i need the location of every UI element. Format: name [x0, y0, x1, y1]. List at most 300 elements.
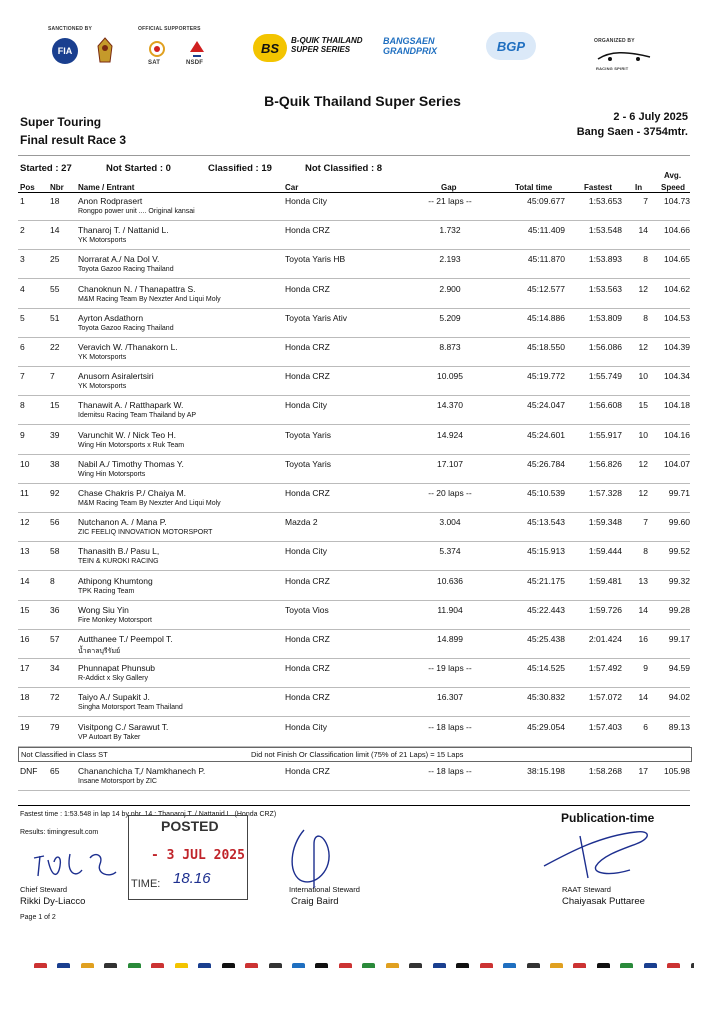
cell-speed: 104.39 — [664, 342, 690, 352]
cell-total: 45:25.438 — [527, 634, 565, 644]
cell-name: Taiyo A./ Supakit J. — [78, 692, 150, 703]
cell-entrant: น้ำตาลบุรีรัมย์ — [78, 648, 121, 655]
cell-car: Honda CRZ — [285, 634, 330, 644]
cell-fastest: 1:57.492 — [588, 663, 622, 674]
cell-speed: 94.02 — [668, 692, 690, 703]
cell-name: Varunchit W. / Nick Teo H. — [78, 429, 176, 440]
cell-pos: 14 — [20, 575, 30, 586]
row-divider — [18, 790, 690, 791]
cell-speed: 104.16 — [664, 429, 690, 440]
sponsor-logo — [245, 963, 258, 968]
cell-entrant: R-Addict x Sky Gallery — [78, 675, 149, 683]
chief-steward-signature — [30, 848, 120, 884]
class-name: Super Touring — [20, 115, 102, 129]
cell-in: 15 — [638, 400, 648, 411]
cell-entrant: Idemitsu Racing Team Thailand by AP — [78, 412, 197, 420]
col-in: In — [635, 183, 643, 192]
result-row — [0, 280, 725, 309]
result-row — [0, 659, 725, 688]
cell-in: 9 — [643, 663, 648, 674]
nsdf-logo-text: NSDF — [186, 60, 204, 66]
event-venue: Bang Saen - 3754mtr. — [576, 126, 688, 138]
cell-gap: 5.374 — [439, 546, 461, 557]
col-gap: Gap — [441, 183, 457, 192]
sponsor-logo — [128, 963, 141, 968]
cell-total: 45:12.577 — [527, 283, 565, 294]
cell-pos: 12 — [20, 517, 30, 528]
cell-total: 45:14.886 — [527, 312, 565, 323]
cell-pos: 4 — [20, 283, 25, 294]
cell-pos: 16 — [20, 634, 30, 644]
not-classified-count: Not Classified : 8 — [305, 163, 383, 174]
cell-gap: 1.732 — [439, 225, 461, 236]
event-date: 2 - 6 July 2025 — [613, 111, 688, 123]
result-row — [0, 396, 725, 425]
cell-in: 12 — [638, 283, 648, 294]
cell-in: 10 — [638, 429, 648, 440]
cell-total: 45:13.543 — [527, 517, 565, 528]
cell-fastest: 1:53.563 — [588, 283, 622, 294]
cell-nbr: 79 — [50, 721, 60, 732]
cell-nbr: 56 — [50, 517, 60, 528]
cell-pos: 9 — [20, 429, 25, 440]
result-row — [0, 513, 725, 542]
cell-pos: 8 — [20, 400, 25, 411]
cell-speed: 99.32 — [668, 575, 690, 586]
sponsor-logo — [620, 963, 633, 968]
cell-nbr: 58 — [50, 546, 60, 557]
sponsor-logo — [269, 963, 282, 968]
cell-car: Honda City — [285, 400, 328, 411]
result-row — [0, 367, 725, 396]
cell-speed: 104.34 — [664, 371, 690, 382]
cell-fastest: 1:57.403 — [588, 721, 622, 732]
stamp-time-label: TIME: — [131, 878, 161, 890]
cell-total: 45:22.443 — [527, 604, 565, 615]
cell-entrant: M&M Racing Team By Nexzter And Liqui Moly — [78, 500, 221, 507]
cell-pos: 17 — [20, 663, 30, 674]
cell-total: 38:15.198 — [527, 766, 565, 776]
cell-pos: 18 — [20, 692, 30, 703]
result-row — [0, 688, 725, 717]
cell-speed: 99.60 — [668, 517, 690, 528]
cell-fastest: 1:55.917 — [588, 429, 622, 440]
official-supporters-label: OFFICIAL SUPPORTERS — [138, 26, 201, 32]
sponsor-logo — [175, 963, 188, 968]
cell-pos: 11 — [20, 488, 29, 498]
cell-pos: 15 — [20, 604, 30, 615]
cell-entrant: YK Motorsports — [78, 237, 127, 245]
cell-total: 45:14.525 — [527, 663, 565, 674]
cell-speed: 89.13 — [668, 721, 690, 732]
cell-total: 45:15.913 — [527, 546, 565, 557]
cell-total: 45:30.832 — [527, 692, 565, 703]
col-car: Car — [285, 183, 299, 192]
cell-gap: 5.209 — [439, 312, 461, 323]
fastest-time-note: Fastest time : 1:53.548 in lap 14 by nbr. 14 : Thanaroj T. / Nattanid L. (Honda CRZ) — [20, 811, 277, 818]
cell-fastest: 1:58.268 — [588, 766, 622, 776]
cell-name: Anusorn Asiralertsiri — [78, 371, 154, 382]
not-classified-reason: Did not Finish Or Classification limit (75% of 21 Laps) = 15 Laps — [251, 750, 464, 759]
cell-name: Athipong Khumtong — [78, 575, 153, 586]
cell-total: 45:26.784 — [527, 458, 565, 469]
cell-car: Honda City — [285, 721, 328, 732]
result-row — [0, 718, 725, 747]
col-total-time: Total time — [515, 183, 553, 192]
cell-car: Toyota Vios — [285, 604, 329, 615]
cell-fastest: 1:57.328 — [588, 488, 622, 498]
raat-steward-name: Chaiyasak Puttaree — [562, 896, 645, 907]
nsdf-logo — [186, 38, 208, 60]
sponsor-logo — [550, 963, 563, 968]
cell-speed: 99.52 — [668, 546, 690, 557]
col-name: Name / Entrant — [78, 183, 135, 192]
cell-car: Honda CRZ — [285, 283, 330, 294]
cell-nbr: 14 — [50, 225, 60, 236]
cell-in: 14 — [638, 225, 648, 236]
sponsor-logo — [222, 963, 235, 968]
cell-fastest: 1:59.726 — [588, 604, 622, 615]
sponsor-logo — [362, 963, 375, 968]
not-started-count: Not Started : 0 — [106, 163, 171, 174]
sponsor-logo — [339, 963, 352, 968]
cell-fastest: 1:56.086 — [588, 342, 622, 352]
bangsaen-grandprix-logo: BANGSAEN GRANDPRIX — [383, 36, 438, 56]
sponsor-logo — [480, 963, 493, 968]
sponsor-logo — [386, 963, 399, 968]
cell-name: Nutchanon A. / Mana P. — [78, 517, 167, 528]
page-number: Page 1 of 2 — [20, 914, 56, 921]
cell-total: 45:24.047 — [527, 400, 565, 411]
result-row — [0, 250, 725, 279]
cell-gap: 10.095 — [437, 371, 463, 382]
cell-speed: 104.53 — [664, 312, 690, 323]
cell-car: Honda CRZ — [285, 575, 330, 586]
cell-fastest: 1:53.548 — [588, 225, 622, 236]
cell-total: 45:21.175 — [527, 575, 565, 586]
result-row — [0, 221, 725, 250]
cell-nbr: 7 — [50, 371, 55, 382]
cell-in: 7 — [643, 517, 648, 528]
started-count: Started : 27 — [20, 163, 72, 174]
cell-fastest: 1:55.749 — [588, 371, 622, 382]
cell-name: Thanawit A. / Ratthapark W. — [78, 400, 184, 411]
cell-speed: 104.66 — [664, 225, 690, 236]
racing-spirit-logo: RACING SPIRIT — [596, 48, 652, 68]
result-row — [0, 484, 725, 513]
col-fastest: Fastest — [584, 183, 613, 192]
cell-pos: 6 — [20, 342, 25, 352]
cell-entrant: Fire Monkey Motorsport — [78, 616, 152, 624]
cell-speed: 104.07 — [664, 458, 690, 469]
cell-speed: 104.18 — [664, 400, 690, 411]
cell-name: Chase Chakris P./ Chaiya M. — [78, 488, 187, 498]
cell-name: Chanoknun N. / Thanapattra S. — [78, 283, 196, 294]
result-row — [0, 630, 725, 659]
cell-car: Toyota Yaris Ativ — [285, 312, 348, 323]
cell-speed: 99.28 — [668, 604, 690, 615]
sponsor-logo — [315, 963, 328, 968]
cell-in: 6 — [643, 721, 648, 732]
cell-gap: 14.370 — [437, 400, 463, 411]
cell-car: Toyota Yaris HB — [285, 254, 346, 265]
sponsor-logo — [409, 963, 422, 968]
sponsor-logo — [456, 963, 469, 968]
sat-logo-text: SAT — [148, 60, 161, 66]
cell-pos: 19 — [20, 721, 30, 732]
cell-pos: 1 — [20, 196, 25, 206]
cell-entrant: Singha Motorsport Team Thailand — [78, 704, 183, 712]
cell-fastest: 2:01.424 — [588, 634, 622, 644]
cell-speed: 99.17 — [668, 634, 690, 644]
cell-name: Nabil A./ Timothy Thomas Y. — [78, 458, 184, 469]
cell-name: Thanasith B./ Pasu L, — [78, 546, 160, 557]
cell-nbr: 65 — [50, 766, 60, 776]
cell-gap: 2.193 — [439, 254, 461, 265]
cell-gap: 11.904 — [437, 604, 463, 615]
cell-total: 45:18.550 — [527, 342, 565, 352]
sponsor-logo — [691, 963, 694, 968]
cell-pos: 7 — [20, 371, 25, 382]
cell-entrant: Insane Motorsport by ZIC — [78, 778, 157, 785]
cell-in: 12 — [638, 458, 648, 469]
cell-gap: -- 20 laps -- — [428, 488, 472, 498]
cell-in: 8 — [643, 254, 648, 265]
cell-in: 12 — [638, 488, 648, 498]
cell-fastest: 1:53.809 — [588, 312, 622, 323]
cell-car: Honda CRZ — [285, 663, 330, 674]
international-steward-name: Craig Baird — [291, 896, 339, 907]
cell-in: 8 — [643, 312, 648, 323]
cell-speed: 104.62 — [664, 283, 690, 294]
classified-count: Classified : 19 — [208, 163, 272, 174]
cell-speed: 104.73 — [664, 196, 690, 206]
cell-nbr: 36 — [50, 604, 60, 615]
bquik-logo: BS B-QUIK THAILAND SUPER SERIES — [253, 32, 371, 64]
cell-nbr: 22 — [50, 342, 60, 352]
cell-entrant: YK Motorsports — [78, 354, 127, 361]
cell-gap: 3.004 — [439, 517, 461, 528]
cell-total: 45:19.772 — [527, 371, 565, 382]
cell-total: 45:11.870 — [527, 254, 565, 265]
cell-gap: -- 19 laps -- — [428, 663, 472, 674]
cell-total: 45:24.601 — [527, 429, 565, 440]
cell-car: Toyota Yaris — [285, 458, 331, 469]
cell-nbr: 92 — [50, 488, 60, 498]
stamp-time-value: 18.16 — [173, 870, 211, 887]
cell-name: Phunnapat Phunsub — [78, 663, 156, 674]
sponsor-strip — [34, 958, 694, 968]
cell-entrant: Toyota Gazoo Racing Thailand — [78, 266, 174, 274]
cell-total: 45:10.539 — [527, 488, 565, 498]
cell-entrant: TEIN & KUROKI RACING — [78, 558, 159, 566]
result-row — [0, 192, 725, 221]
cell-nbr: 72 — [50, 692, 60, 703]
cell-gap: -- 18 laps -- — [428, 766, 472, 776]
sponsor-logo — [292, 963, 305, 968]
cell-pos: 13 — [20, 546, 30, 557]
cell-nbr: 34 — [50, 663, 60, 674]
cell-entrant: Rongpo power unit .... Original kansai — [78, 208, 195, 215]
cell-gap: 14.899 — [437, 634, 463, 644]
not-classified-label: Not Classified in Class ST — [21, 750, 108, 759]
cell-nbr: 18 — [50, 196, 60, 206]
cell-nbr: 55 — [50, 283, 60, 294]
result-row — [0, 426, 725, 455]
sponsor-logo — [151, 963, 164, 968]
cell-nbr: 57 — [50, 634, 60, 644]
cell-speed: 104.65 — [664, 254, 690, 265]
sponsor-logo — [667, 963, 680, 968]
title-divider — [18, 155, 690, 156]
cell-car: Honda CRZ — [285, 766, 330, 776]
publication-time-label: Publication-time — [561, 811, 655, 825]
thai-emblem-logo — [94, 36, 116, 64]
sponsor-logo — [81, 963, 94, 968]
cell-entrant: Toyota Gazoo Racing Thailand — [78, 324, 174, 332]
cell-nbr: 15 — [50, 400, 60, 411]
cell-entrant: YK Motorsports — [78, 383, 127, 391]
cell-car: Honda CRZ — [285, 371, 330, 382]
result-row — [0, 572, 725, 601]
cell-nbr: 8 — [50, 575, 55, 586]
cell-fastest: 1:59.481 — [588, 575, 622, 586]
cell-in: 14 — [638, 604, 648, 615]
sat-logo — [146, 40, 168, 62]
cell-in: 14 — [638, 692, 648, 703]
cell-pos: DNF — [20, 766, 38, 776]
result-row — [0, 338, 725, 367]
result-row — [0, 455, 725, 484]
sponsor-logo — [503, 963, 516, 968]
cell-gap: -- 21 laps -- — [428, 196, 472, 206]
cell-gap: 2.900 — [439, 283, 461, 294]
not-classified-banner — [18, 747, 692, 762]
cell-entrant: VP Autoart By Taker — [78, 733, 141, 741]
cell-in: 13 — [638, 575, 648, 586]
cell-total: 45:09.677 — [527, 196, 565, 206]
cell-nbr: 25 — [50, 254, 60, 265]
cell-car: Honda CRZ — [285, 342, 330, 352]
cell-car: Honda CRZ — [285, 225, 330, 236]
cell-fastest: 1:59.348 — [588, 517, 622, 528]
sponsor-logo — [57, 963, 70, 968]
raat-steward-signature — [540, 826, 660, 882]
cell-name: Thanaroj T. / Nattanid L. — [78, 225, 169, 236]
cell-in: 10 — [638, 371, 648, 382]
cell-gap: 16.307 — [437, 692, 463, 703]
sanctioned-by-label: SANCTIONED BY — [48, 26, 92, 32]
cell-name: Autthanee T./ Peempol T. — [78, 634, 173, 644]
cell-entrant: ZIC FEELIQ INNOVATION MOTORSPORT — [78, 529, 213, 537]
cell-name: Chananchicha T,/ Namkhanech P. — [78, 766, 206, 776]
sponsor-logo — [597, 963, 610, 968]
cell-nbr: 39 — [50, 429, 60, 440]
cell-name: Anon Rodprasert — [78, 196, 143, 206]
cell-fastest: 1:56.826 — [588, 458, 622, 469]
cell-speed: 105.98 — [664, 766, 690, 776]
cell-in: 8 — [643, 546, 648, 557]
result-row — [0, 309, 725, 338]
cell-total: 45:11.409 — [527, 225, 565, 236]
cell-in: 12 — [638, 342, 648, 352]
cell-gap: -- 18 laps -- — [428, 721, 472, 732]
cell-gap: 10.636 — [437, 575, 463, 586]
cell-in: 17 — [638, 766, 648, 776]
cell-name: Ayrton Asdathorn — [78, 312, 144, 323]
posted-stamp — [128, 815, 248, 900]
cell-entrant: Wing Hin Motorsports x Ruk Team — [78, 441, 185, 449]
cell-pos: 2 — [20, 225, 25, 236]
sponsor-logo — [433, 963, 446, 968]
cell-pos: 5 — [20, 312, 25, 323]
cell-nbr: 38 — [50, 458, 60, 469]
col-avg: Avg. — [664, 171, 682, 180]
fia-logo: FIA — [52, 38, 78, 64]
organized-by-label: ORGANIZED BY — [594, 38, 635, 44]
chief-steward-name: Rikki Dy-Liacco — [20, 896, 86, 907]
cell-in: 7 — [643, 196, 648, 206]
cell-entrant: M&M Racing Team By Nexzter And Liqui Moly — [78, 295, 221, 303]
sponsor-logo — [104, 963, 117, 968]
event-title: B-Quik Thailand Super Series — [264, 93, 461, 109]
result-name: Final result Race 3 — [20, 133, 127, 147]
cell-name: Veravich W. /Thanakorn L. — [78, 342, 178, 352]
stamp-date: - 3 JUL 2025 — [151, 848, 245, 863]
cell-car: Toyota Yaris — [285, 429, 331, 440]
cell-pos: 10 — [20, 458, 30, 469]
cell-gap: 14.924 — [437, 429, 463, 440]
cell-fastest: 1:53.653 — [588, 196, 622, 206]
bgp-logo: BGP — [486, 32, 536, 60]
sponsor-logo — [34, 963, 47, 968]
cell-in: 16 — [638, 634, 648, 644]
cell-speed: 94.59 — [668, 663, 690, 674]
cell-entrant: Wing Hin Motorsports — [78, 470, 146, 478]
cell-name: Wong Siu Yin — [78, 604, 129, 615]
result-row — [0, 762, 725, 791]
raat-steward-title: RAAT Steward — [562, 885, 611, 894]
stamp-posted-text: POSTED — [161, 818, 219, 834]
cell-speed: 99.71 — [668, 488, 690, 498]
results-url: Results: timingresult.com — [20, 829, 99, 836]
col-speed: Speed — [661, 183, 686, 192]
cell-total: 45:29.054 — [527, 721, 565, 732]
cell-fastest: 1:53.893 — [588, 254, 622, 265]
cell-fastest: 1:57.072 — [588, 692, 622, 703]
footer-rule — [18, 805, 690, 806]
cell-fastest: 1:56.608 — [588, 400, 622, 411]
cell-fastest: 1:59.444 — [588, 546, 622, 557]
cell-gap: 17.107 — [437, 458, 463, 469]
col-nbr: Nbr — [50, 183, 64, 192]
cell-nbr: 51 — [50, 312, 60, 323]
cell-name: Norrarat A./ Na Dol V. — [78, 254, 160, 265]
chief-steward-title: Chief Steward — [20, 885, 68, 894]
sponsor-logo — [198, 963, 211, 968]
cell-car: Honda CRZ — [285, 692, 330, 703]
cell-car: Honda City — [285, 196, 328, 206]
result-row — [0, 542, 725, 571]
col-pos: Pos — [20, 183, 35, 192]
cell-gap: 8.873 — [439, 342, 461, 352]
cell-entrant: TPK Racing Team — [78, 587, 135, 595]
cell-car: Honda CRZ — [285, 488, 330, 498]
sponsor-logo — [573, 963, 586, 968]
international-steward-title: International Steward — [289, 885, 360, 894]
international-steward-signature — [284, 822, 344, 892]
cell-name: Visitpong C./ Sarawut T. — [78, 721, 169, 732]
